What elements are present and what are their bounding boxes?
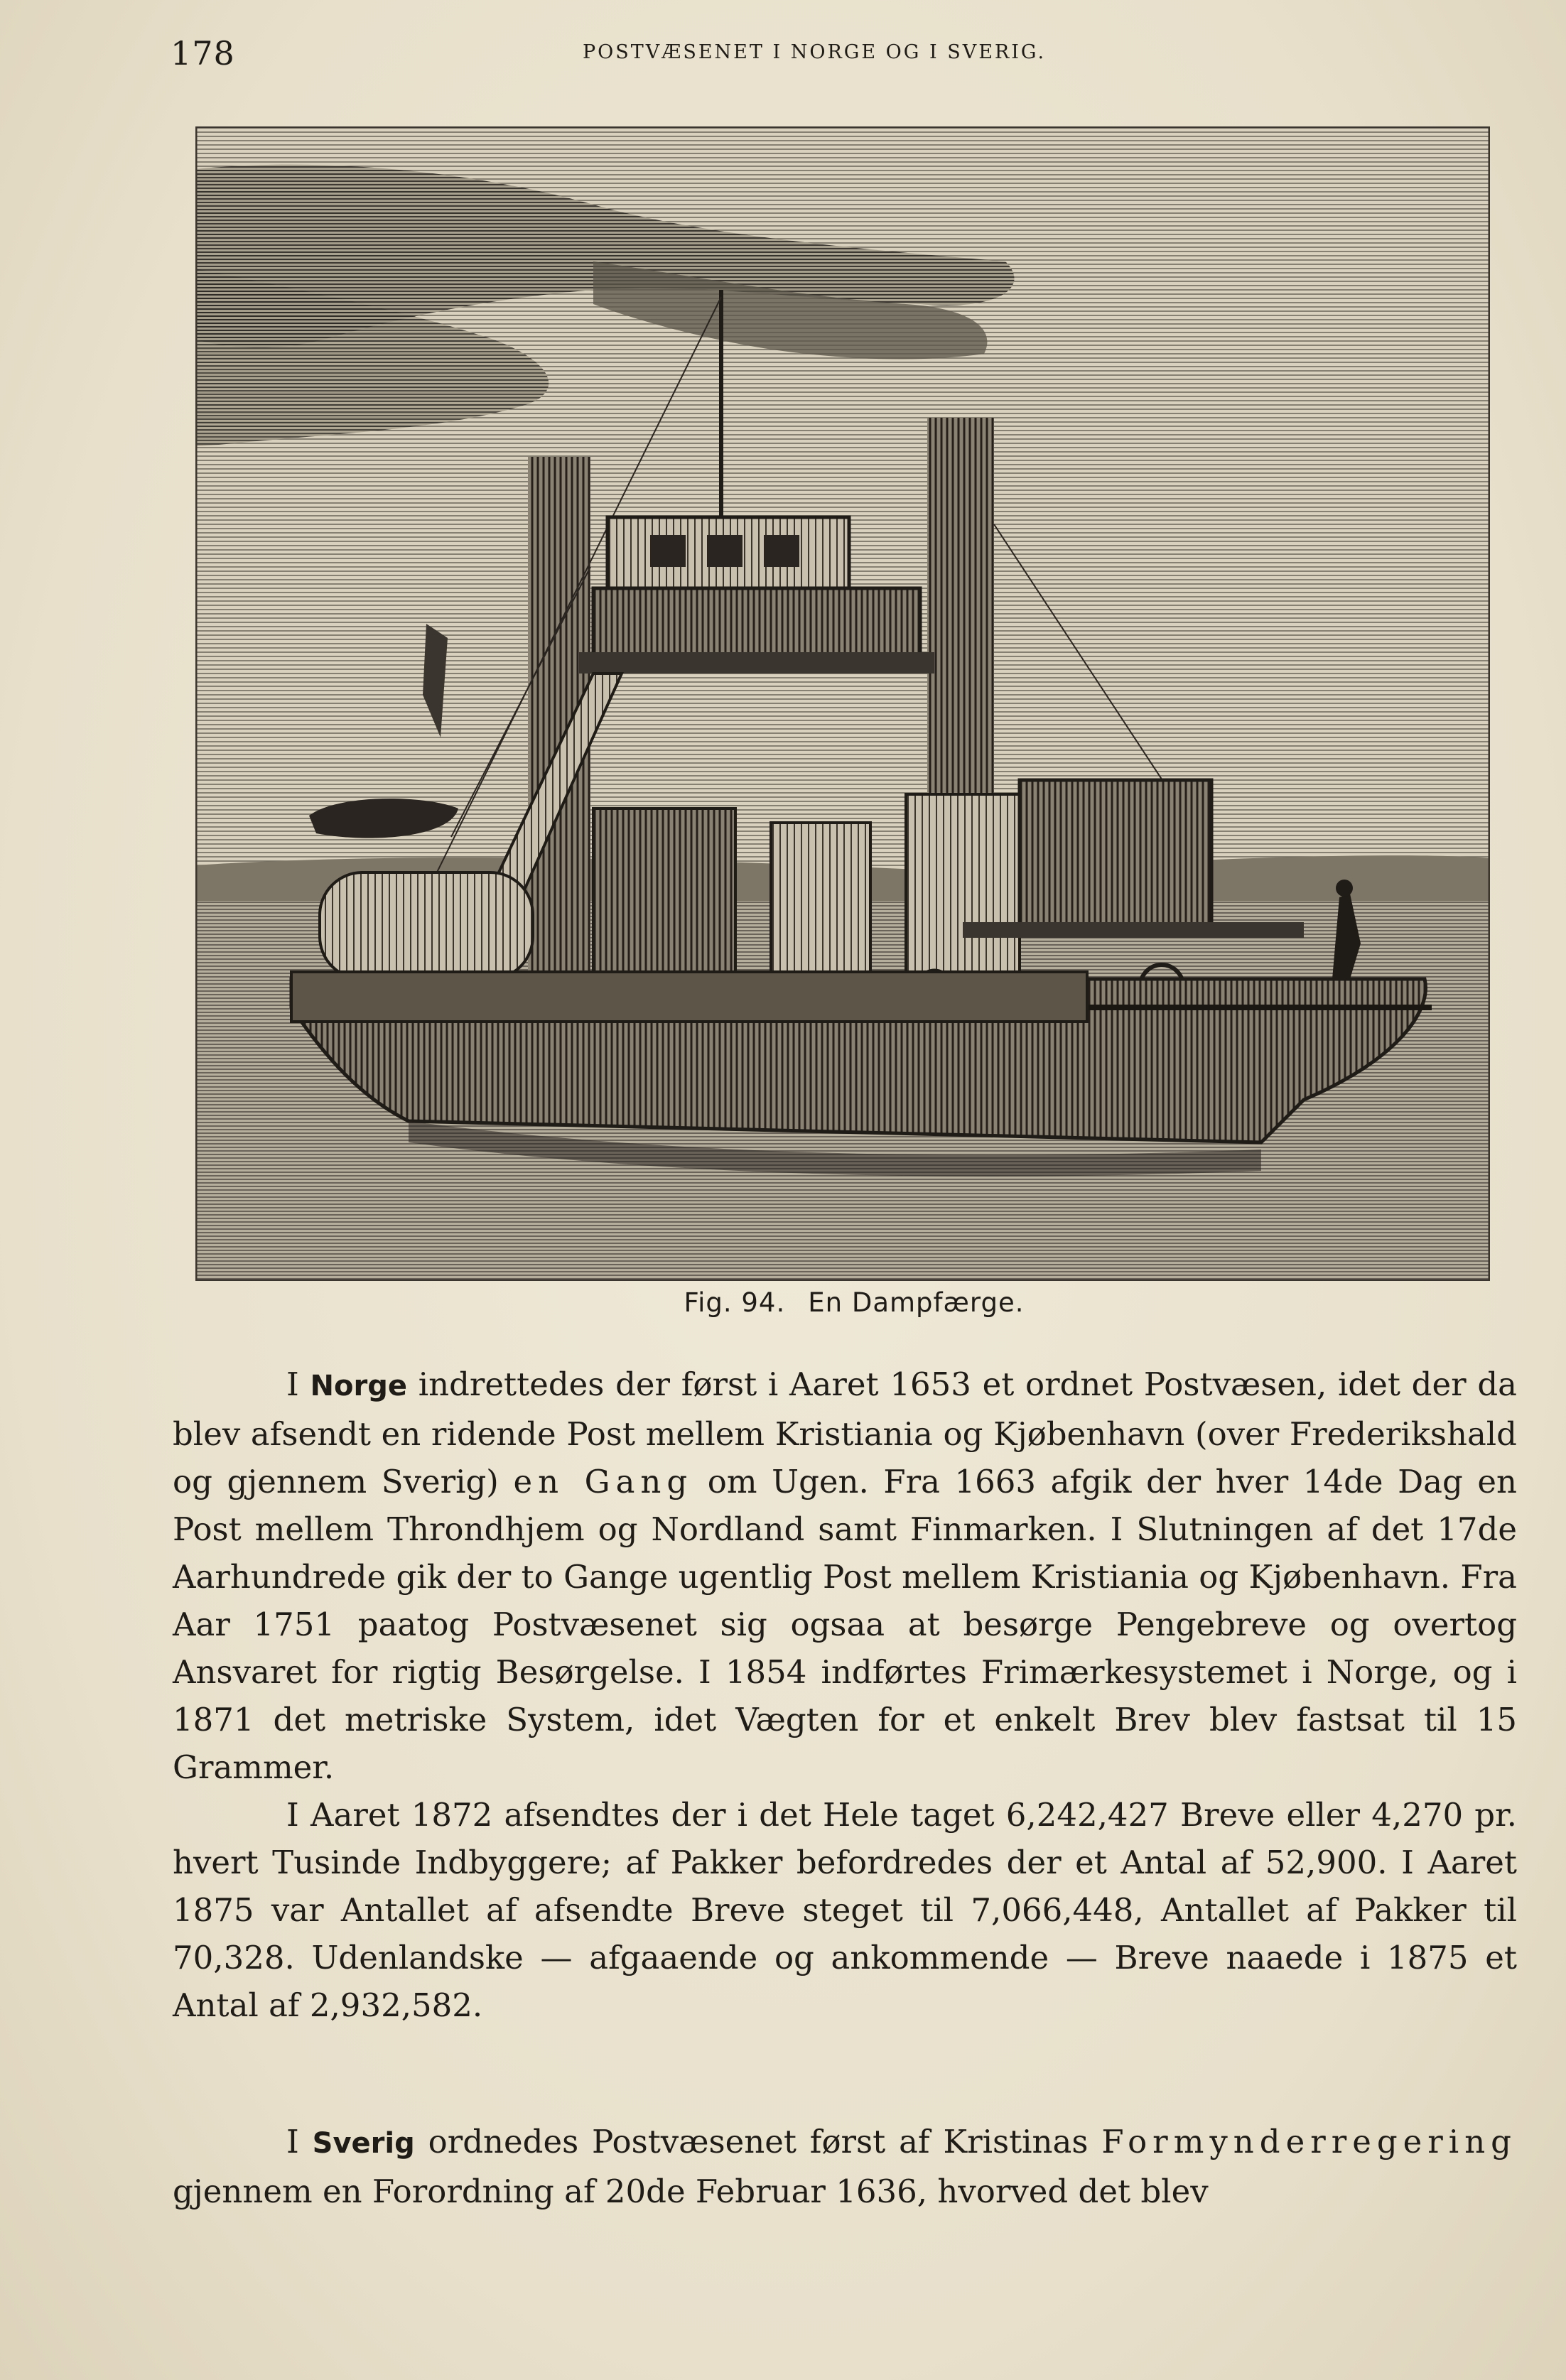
paragraph-norge <box>173 1361 1517 1791</box>
figure-caption-text: En Dampfærge. <box>808 1287 1025 1318</box>
body-text <box>173 1361 1517 2215</box>
spaced-phrase: en Gang <box>513 1463 693 1500</box>
paragraph-text-part1: indrettedes der først i Aaret 1653 et ordnet Postvæsen, idet der da blev afsendt en ridende Post mellem Kristiania og Kjøbenhavn (over Frederikshald og gjennem Sverig) <box>173 1365 1517 1500</box>
paragraph-initial: I <box>286 2123 299 2160</box>
running-title: POSTVÆSENET I NORGE OG I SVERIG. <box>583 41 1047 63</box>
figure-steam-ferry <box>195 126 1490 1281</box>
page-number: 178 <box>171 34 235 72</box>
paragraph-text-part2: gjennem en Forordning af 20de Februar 1636, hvorved det blev <box>173 2173 1209 2210</box>
figure-number: Fig. 94. <box>684 1287 786 1318</box>
spaced-phrase: Formynderregering <box>1101 2123 1517 2160</box>
paragraph-text: I Aaret 1872 afsendtes der i det Hele taget 6,242,427 Breve eller 4,270 pr. hvert Tusinde Indbyggere; af Pakker befordredes der et Antal af 52,900. I Aaret 1875 var Antallet af afsendte Breve steget til 7,066,448, Antallet af Pakker til 70,328. Udenlandske — afgaaende og ankommende — Breve naaede i 1875 et Antal af 2,932,582. <box>173 1796 1517 2024</box>
paragraph-sverig <box>173 2118 1517 2215</box>
paragraph-text-part2: om Ugen. Fra 1663 afgik der hver 14de Dag en Post mellem Throndhjem og Nordland samt Finmarken. I Slutningen af det 17de Aarhundrede gik der to Gange ugentlig Post mellem Kristiania og Kjøbenhavn. Fra Aar 1751 paatog Postvæsenet sig ogsaa at besørge Pengebreve og overtog Ansvaret for rigtig Besørgelse. I 1854 indførtes Frimærkesystemet i Norge, og i 1871 det metriske System, idet Vægten for et enkelt Brev blev fastsat til 15 Grammer. <box>173 1463 1517 1786</box>
figure-caption <box>0 1287 1566 1318</box>
paragraph-initial: I <box>286 1365 299 1403</box>
bold-keyword-sverig: Sverig <box>312 2127 415 2160</box>
steam-ferry-engraving-icon <box>195 126 1490 1281</box>
paragraph-text-part1: ordnedes Postvæsenet først af Kristinas <box>414 2123 1102 2160</box>
paragraph-statistics <box>173 1791 1517 2029</box>
bold-keyword-norge: Norge <box>310 1370 407 1402</box>
